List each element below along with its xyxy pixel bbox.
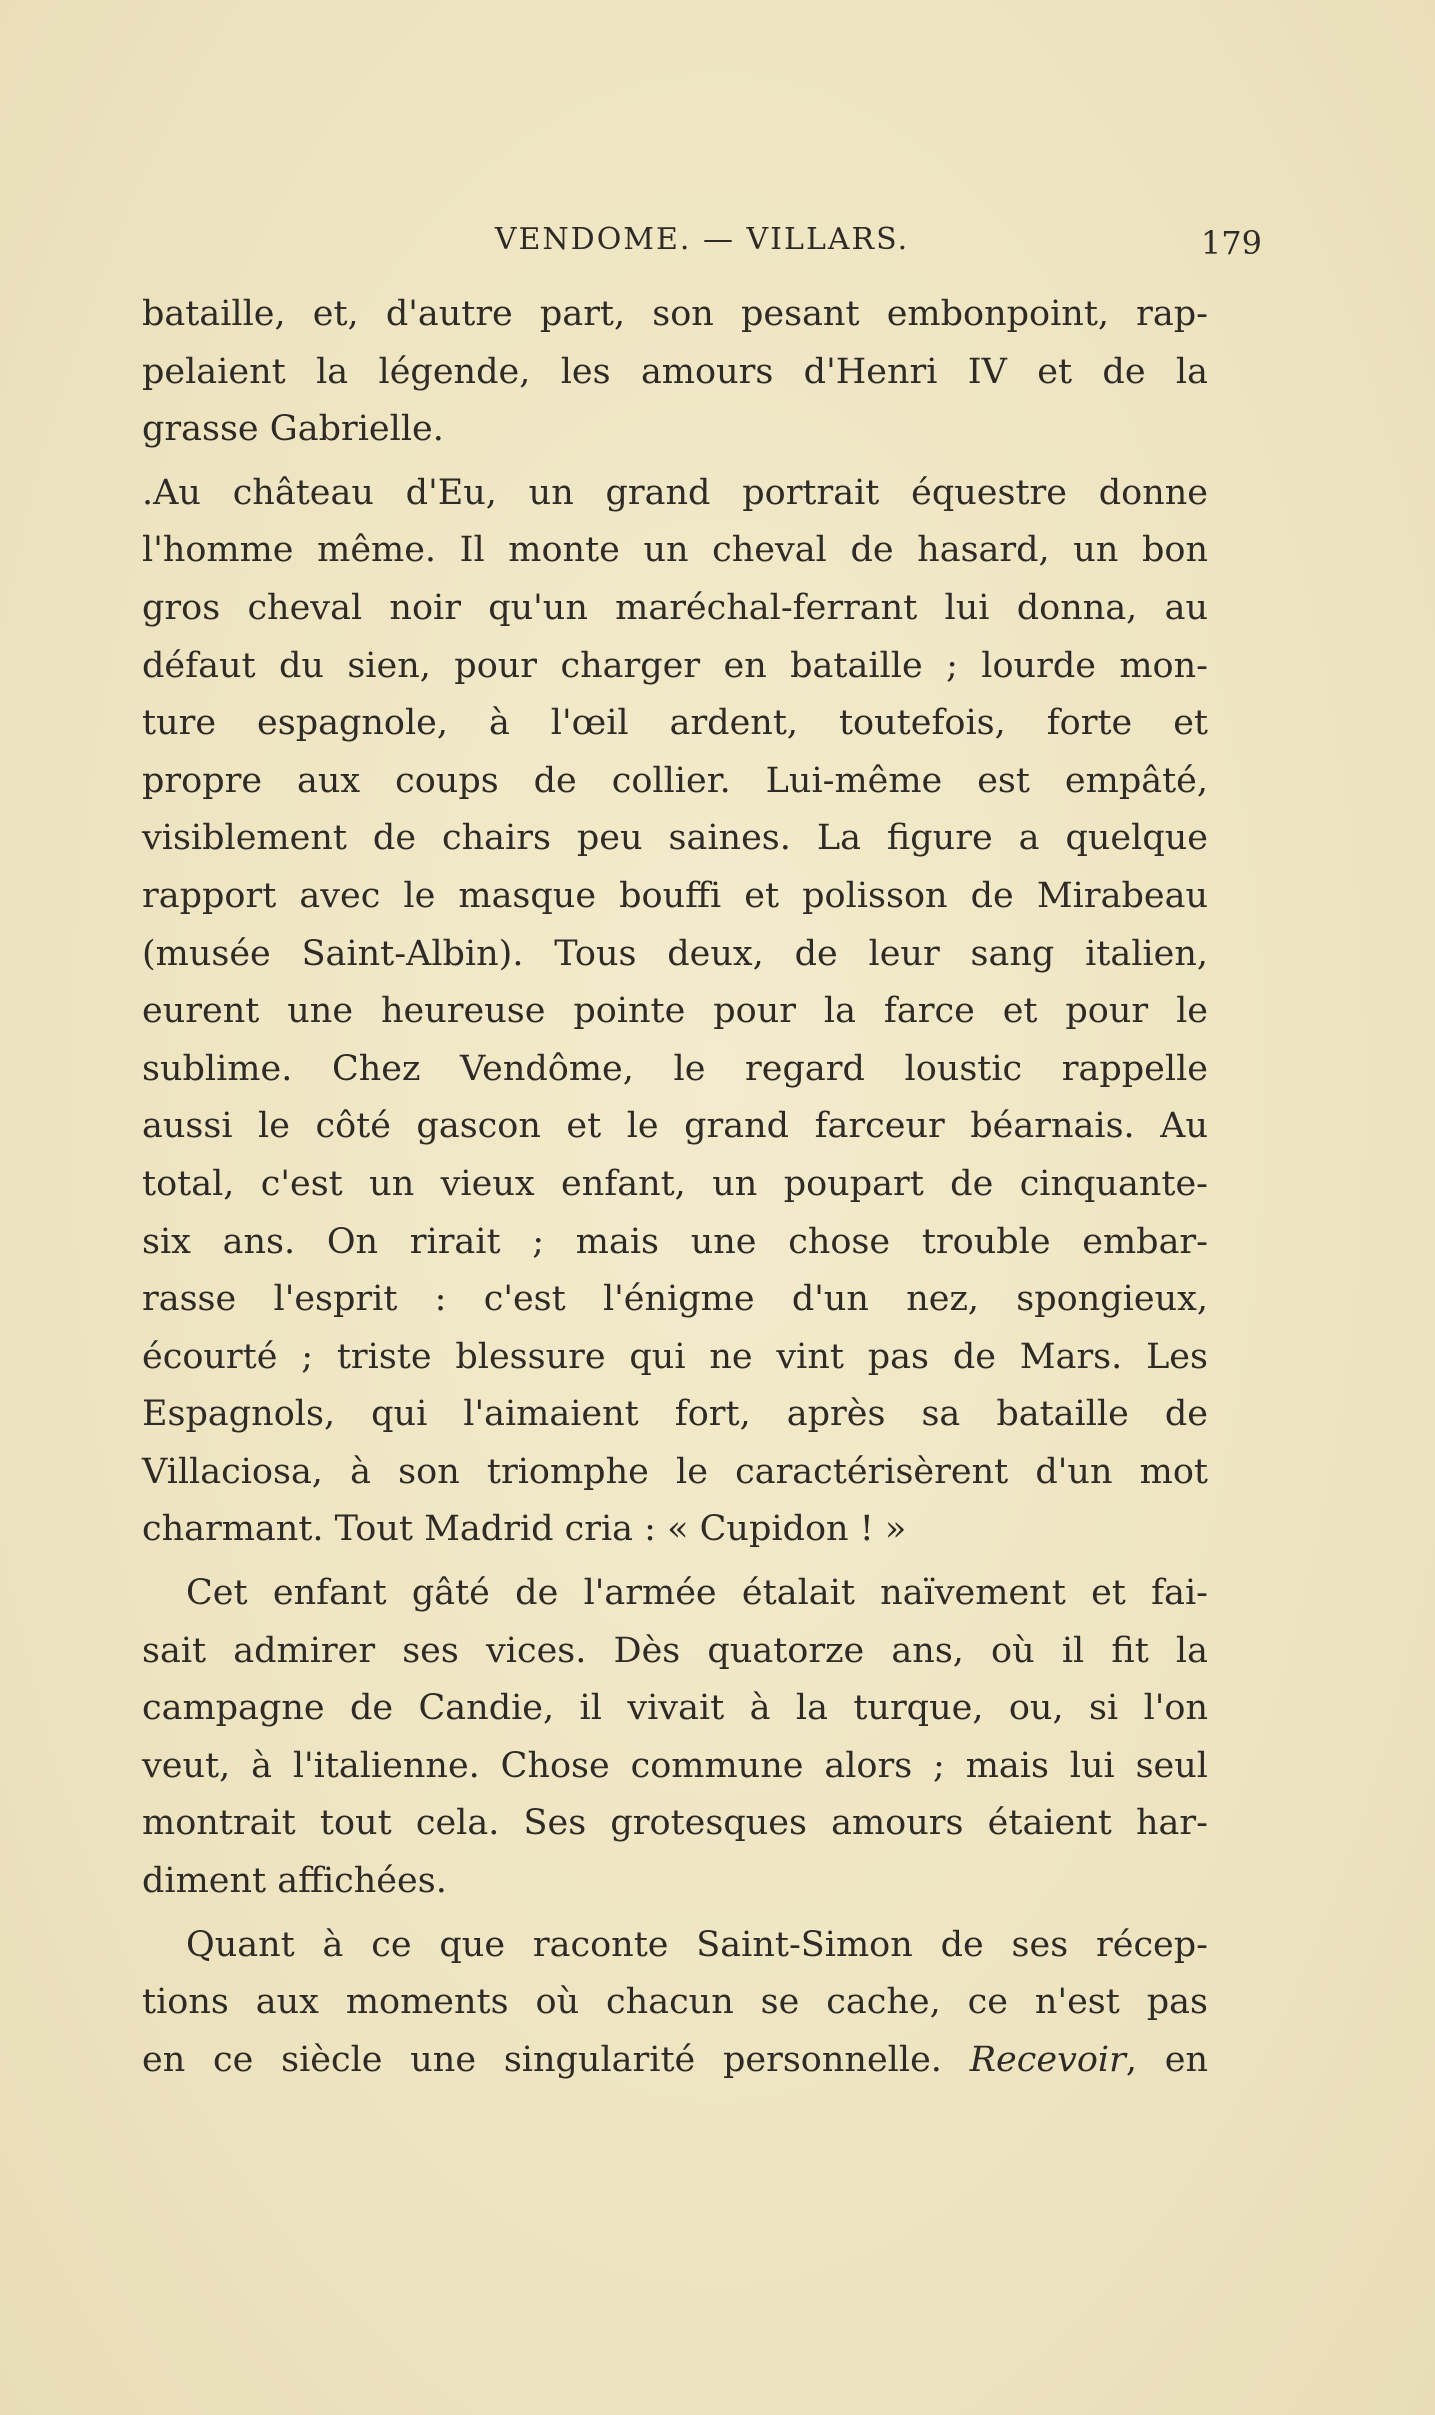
- text-line: gros cheval noir qu'un maréchal-ferrant lui donna, au: [142, 587, 1208, 628]
- text-line: sublime. Chez Vendôme, le regard loustic rappelle: [142, 1048, 1208, 1089]
- text-line: sait admirer ses vices. Dès quatorze ans, où il fit la: [142, 1630, 1208, 1671]
- text-line: Quant à ce que raconte Saint-Simon de ses récep-: [186, 1924, 1208, 1965]
- page-header: [142, 222, 1262, 272]
- paragraph: [142, 465, 1208, 1559]
- text-line-final: [142, 2032, 1208, 2090]
- text-run: , en: [1125, 2039, 1208, 2080]
- text-line: diment affichées.: [142, 1861, 447, 1902]
- text-run: en ce siècle une singularité personnelle.: [142, 2039, 970, 2080]
- paragraph: [142, 1565, 1208, 1911]
- text-line: charmant. Tout Madrid cria : « Cupidon ! »: [142, 1509, 907, 1550]
- text-line: (musée Saint-Albin). Tous deux, de leur sang italien,: [142, 933, 1208, 974]
- page-number: 179: [1200, 224, 1262, 262]
- text-line: Cet enfant gâté de l'armée étalait naïvement et fai-: [186, 1573, 1208, 1614]
- text-line: défaut du sien, pour charger en bataille ; lourde mon-: [142, 645, 1208, 686]
- text-line: rapport avec le masque bouffi et polisson de Mirabeau: [142, 875, 1208, 916]
- text-line: visiblement de chairs peu saines. La figure a quelque: [142, 818, 1208, 859]
- text-line: Espagnols, qui l'aimaient fort, après sa bataille de: [142, 1394, 1208, 1435]
- text-line: total, c'est un vieux enfant, un poupart de cinquante-: [142, 1163, 1208, 1204]
- text-line: grasse Gabrielle.: [142, 409, 444, 450]
- body-text: [142, 286, 1208, 2089]
- text-line: l'homme même. Il monte un cheval de hasard, un bon: [142, 530, 1208, 571]
- text-line: pelaient la légende, les amours d'Henri IV et de la: [142, 351, 1208, 392]
- paragraph: [142, 1917, 1208, 2090]
- text-line: montrait tout cela. Ses grotesques amours étaient har-: [142, 1803, 1208, 1844]
- running-head: VENDOME. — VILLARS.: [494, 222, 910, 257]
- text-line: écourté ; triste blessure qui ne vint pas de Mars. Les: [142, 1336, 1208, 1377]
- text-line: propre aux coups de collier. Lui-même est empâté,: [142, 760, 1208, 801]
- text-line: rasse l'esprit : c'est l'énigme d'un nez, spongieux,: [142, 1279, 1208, 1320]
- italic-word: Recevoir: [969, 2039, 1126, 2080]
- text-line: campagne de Candie, il vivait à la turque, ou, si l'on: [142, 1688, 1208, 1729]
- text-line: six ans. On rirait ; mais une chose trouble embar-: [142, 1221, 1208, 1262]
- text-line: eurent une heureuse pointe pour la farce et pour le: [142, 991, 1208, 1032]
- paragraph: [142, 286, 1208, 459]
- text-line: tions aux moments où chacun se cache, ce n'est pas: [142, 1982, 1208, 2023]
- text-line: .Au château d'Eu, un grand portrait équestre donne: [142, 472, 1208, 513]
- text-line: aussi le côté gascon et le grand farceur béarnais. Au: [142, 1106, 1208, 1147]
- text-line: bataille, et, d'autre part, son pesant embonpoint, rap-: [142, 294, 1208, 334]
- text-line: Villaciosa, à son triomphe le caractérisèrent d'un mot: [142, 1451, 1208, 1492]
- text-line: ture espagnole, à l'œil ardent, toutefois, forte et: [142, 703, 1208, 744]
- text-line: veut, à l'italienne. Chose commune alors ; mais lui seul: [142, 1745, 1208, 1786]
